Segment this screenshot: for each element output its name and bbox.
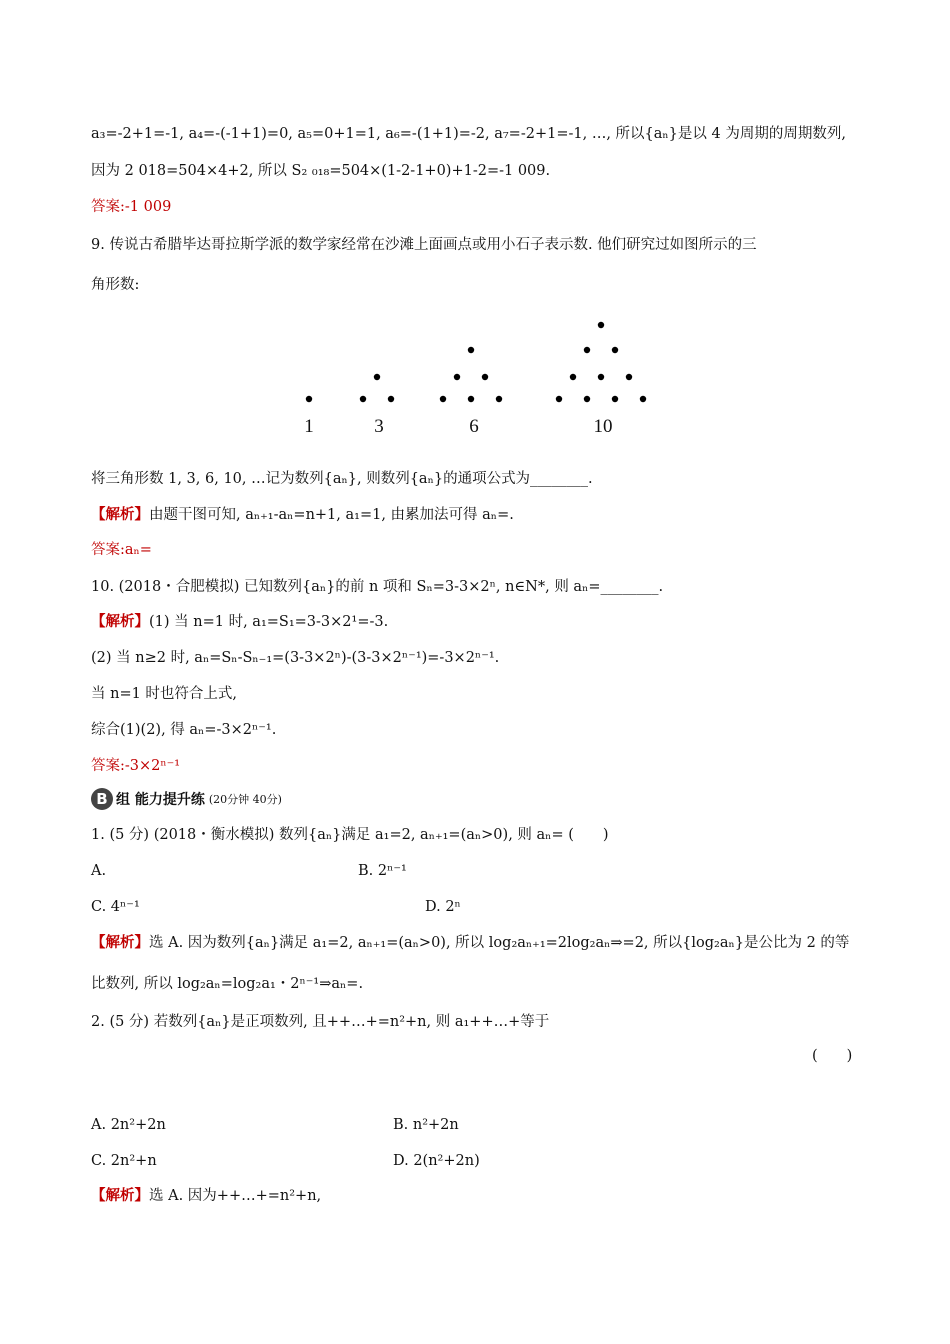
dot <box>440 396 446 402</box>
dot <box>496 396 502 402</box>
dot <box>306 396 312 402</box>
dot <box>468 347 474 353</box>
triangular-numbers-figure <box>0 0 950 450</box>
solution-tag: 【解析】 <box>91 934 149 951</box>
dot <box>454 374 460 380</box>
figure-label: 3 <box>374 416 384 437</box>
figure-label: 6 <box>469 416 479 437</box>
dot <box>556 396 562 402</box>
answer-line: 答案:-1 009 <box>91 199 172 215</box>
dot <box>640 396 646 402</box>
dot <box>374 374 380 380</box>
text-line: a₃=-2+1=-1, a₄=-(-1+1)=0, a₅=0+1=1, a₆=-(1+1)=-2, a₇=-2+1=-1, …, 所以{aₙ}是以 4 为周期的周期数列, <box>91 126 846 142</box>
dot <box>612 347 618 353</box>
option-b: B. 2ⁿ⁻¹ <box>358 863 407 879</box>
solution-line <box>91 933 849 953</box>
solution-tag: 【解析】 <box>91 1187 149 1204</box>
section-header <box>91 788 282 814</box>
dot <box>598 374 604 380</box>
question-9: 9. 传说古希腊毕达哥拉斯学派的数学家经常在沙滩上面画点或用小石子表示数. 他们研究过如图所示的三 <box>91 237 757 253</box>
dot <box>584 396 590 402</box>
solution-text: 选 A. 因为数列{aₙ}满足 a₁=2, aₙ₊₁=(aₙ>0), 所以 log₂aₙ₊₁=2log₂aₙ⇒=2, 所以{log₂aₙ}是公比为 2 的等 <box>149 935 850 951</box>
solution-tag: 【解析】 <box>91 613 149 630</box>
solution-line <box>91 505 514 525</box>
dot <box>584 347 590 353</box>
dot <box>626 374 632 380</box>
question-1: 1. (5 分) (2018・衡水模拟) 数列{aₙ}满足 a₁=2, aₙ₊₁=(aₙ>0), 则 aₙ= ( ) <box>91 827 609 843</box>
dot <box>468 396 474 402</box>
text-line: 将三角形数 1, 3, 6, 10, …记为数列{aₙ}, 则数列{aₙ}的通项公式为________. <box>91 471 593 487</box>
text-line: 比数列, 所以 log₂aₙ=log₂a₁・2ⁿ⁻¹⇒aₙ=. <box>91 976 364 992</box>
text-line: 当 n=1 时也符合上式, <box>91 686 238 702</box>
dot <box>482 374 488 380</box>
solution-line <box>91 612 388 632</box>
option-d: D. 2(n²+2n) <box>393 1153 480 1169</box>
text-line: (2) 当 n≥2 时, aₙ=Sₙ-Sₙ₋₁=(3-3×2ⁿ)-(3-3×2ⁿ⁻¹)=-3×2ⁿ⁻¹. <box>91 650 500 666</box>
option-a: A. <box>91 863 107 879</box>
question-10: 10. (2018・合肥模拟) 已知数列{aₙ}的前 n 项和 Sₙ=3-3×2ⁿ, n∈N*, 则 aₙ=________. <box>91 579 664 595</box>
text-line: 角形数: <box>91 277 140 293</box>
dot <box>598 322 604 328</box>
option-d: D. 2ⁿ <box>425 899 461 915</box>
option-c: C. 2n²+n <box>91 1153 157 1169</box>
option-b: B. n²+2n <box>393 1117 459 1133</box>
solution-line <box>91 1186 321 1206</box>
dot <box>570 374 576 380</box>
solution-tag: 【解析】 <box>91 506 149 523</box>
dot <box>612 396 618 402</box>
dot <box>360 396 366 402</box>
question-2: 2. (5 分) 若数列{aₙ}是正项数列, 且++…+=n²+n, 则 a₁++…+等于 <box>91 1014 550 1030</box>
section-title: 组 能力提升练 <box>116 792 205 808</box>
figure-label: 1 <box>304 416 314 437</box>
text-line: 综合(1)(2), 得 aₙ=-3×2ⁿ⁻¹. <box>91 722 277 738</box>
section-subtitle: (20分钟 40分) <box>208 793 282 806</box>
answer-line: 答案:aₙ= <box>91 542 152 558</box>
text-line: 因为 2 018=504×4+2, 所以 S₂ ₀₁₈=504×(1-2-1+0)+1-2=-1 009. <box>91 163 551 179</box>
answer-line: 答案:-3×2ⁿ⁻¹ <box>91 758 181 774</box>
dot <box>388 396 394 402</box>
figure-label: 10 <box>593 416 613 437</box>
solution-text: (1) 当 n=1 时, a₁=S₁=3-3×2¹=-3. <box>149 614 389 630</box>
section-letter-badge: B <box>91 788 113 810</box>
solution-text: 由题干图可知, aₙ₊₁-aₙ=n+1, a₁=1, 由累加法可得 aₙ=. <box>149 507 514 523</box>
solution-text: 选 A. 因为++…+=n²+n, <box>149 1188 322 1204</box>
option-a: A. 2n²+2n <box>91 1117 166 1133</box>
answer-paren: ( ) <box>812 1048 853 1064</box>
option-c: C. 4ⁿ⁻¹ <box>91 899 140 915</box>
